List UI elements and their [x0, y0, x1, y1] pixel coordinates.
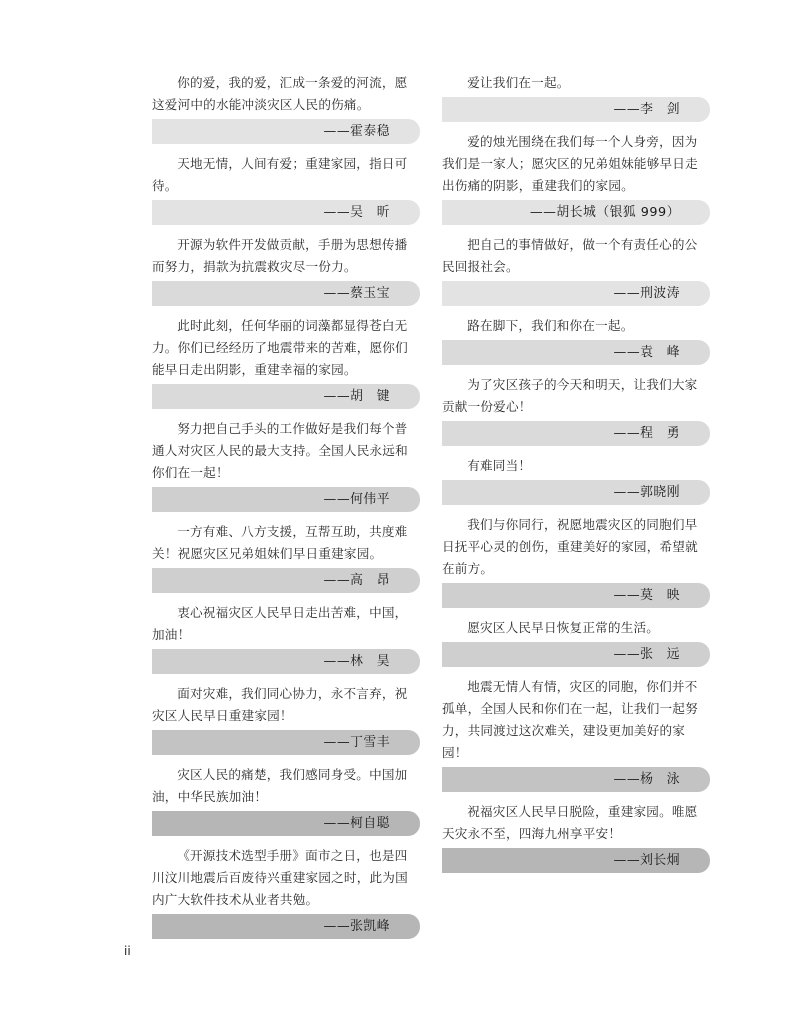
message-text: 灾区人民的痛楚，我们感同身受。中国加油，中华民族加油！ — [152, 767, 408, 804]
page-number: ii — [124, 944, 131, 958]
message-text: 爱的烛光围绕在我们每一个人身旁，因为我们是一家人；愿灾区的兄弟姐妹能够早日走出伤痛的阴影，重建我们的家园。 — [442, 134, 698, 193]
message-text: 把自己的事情做好，做一个有责任心的公民回报社会。 — [442, 237, 698, 274]
message-text: 路在脚下，我们和你在一起。 — [467, 318, 634, 333]
right-column — [442, 72, 710, 882]
author-signature-bar: ——丁雪丰 — [152, 730, 420, 755]
message-text: 开源为软件开发做贡献，手册为思想传播而努力，捐款为抗震救灾尽一份力。 — [152, 237, 408, 274]
author-signature-bar: ——程 勇 — [442, 421, 710, 446]
message-text: 天地无情，人间有爱；重建家园，指日可待。 — [152, 156, 408, 193]
message-text: 我们与你同行，祝愿地震灾区的同胞们早日抚平心灵的创伤，重建美好的家园，希望就在前方。 — [442, 517, 698, 576]
author-signature-bar: ——胡长城（银狐 999） — [442, 200, 710, 225]
author-signature-bar: ——高 昂 — [152, 568, 420, 593]
message-text: 愿灾区人民早日恢复正常的生活。 — [467, 620, 660, 635]
left-column — [152, 72, 420, 948]
author-signature-bar: ——莫 映 — [442, 583, 710, 608]
message-text: 一方有难、八方支援，互帮互助，共度难关！祝愿灾区兄弟姐妹们早日重建家园。 — [152, 524, 408, 561]
message-text: 努力把自己手头的工作做好是我们每个普通人对灾区人民的最大支持。全国人民永远和你们在一起！ — [152, 421, 408, 480]
author-signature-bar: ——张凯峰 — [152, 914, 420, 939]
message-text: 此时此刻，任何华丽的词藻都显得苍白无力。你们已经经历了地震带来的苦难，愿你们能早日走出阴影，重建幸福的家园。 — [152, 318, 408, 377]
author-signature-bar: ——林 昊 — [152, 649, 420, 674]
message-text: 面对灾难，我们同心协力，永不言弃，祝灾区人民早日重建家园！ — [152, 686, 408, 723]
author-signature-bar: ——李 剑 — [442, 97, 710, 122]
message-text: 衷心祝福灾区人民早日走出苦难，中国，加油！ — [152, 605, 408, 642]
message-text: 地震无情人有情，灾区的同胞，你们并不孤单，全国人民和你们在一起，让我们一起努力，共同渡过这次难关，建设更加美好的家园！ — [442, 679, 698, 760]
author-signature-bar: ——刘长炯 — [442, 848, 710, 873]
author-signature-bar: ——杨 泳 — [442, 767, 710, 792]
message-text: 有难同当！ — [467, 458, 532, 473]
author-signature-bar: ——霍泰稳 — [152, 119, 420, 144]
author-signature-bar: ——袁 峰 — [442, 340, 710, 365]
author-signature-bar: ——张 远 — [442, 642, 710, 667]
message-text: 为了灾区孩子的今天和明天，让我们大家贡献一份爱心！ — [442, 377, 698, 414]
author-signature-bar: ——刑波涛 — [442, 281, 710, 306]
author-signature-bar: ——柯自聪 — [152, 811, 420, 836]
message-text: 你的爱，我的爱，汇成一条爱的河流，愿这爱河中的水能冲淡灾区人民的伤痛。 — [152, 75, 408, 112]
author-signature-bar: ——吴 昕 — [152, 200, 420, 225]
author-signature-bar: ——何伟平 — [152, 487, 420, 512]
author-signature-bar: ——郭晓刚 — [442, 480, 710, 505]
author-signature-bar: ——胡 键 — [152, 384, 420, 409]
message-text: 祝福灾区人民早日脱险，重建家园。唯愿天灾永不至，四海九州享平安！ — [442, 804, 698, 841]
message-text: 爱让我们在一起。 — [467, 75, 570, 90]
author-signature-bar: ——蔡玉宝 — [152, 281, 420, 306]
message-text: 《开源技术选型手册》面市之日，也是四川汶川地震后百废待兴重建家园之时，此为国内广大软件技术从业者共勉。 — [152, 848, 408, 907]
